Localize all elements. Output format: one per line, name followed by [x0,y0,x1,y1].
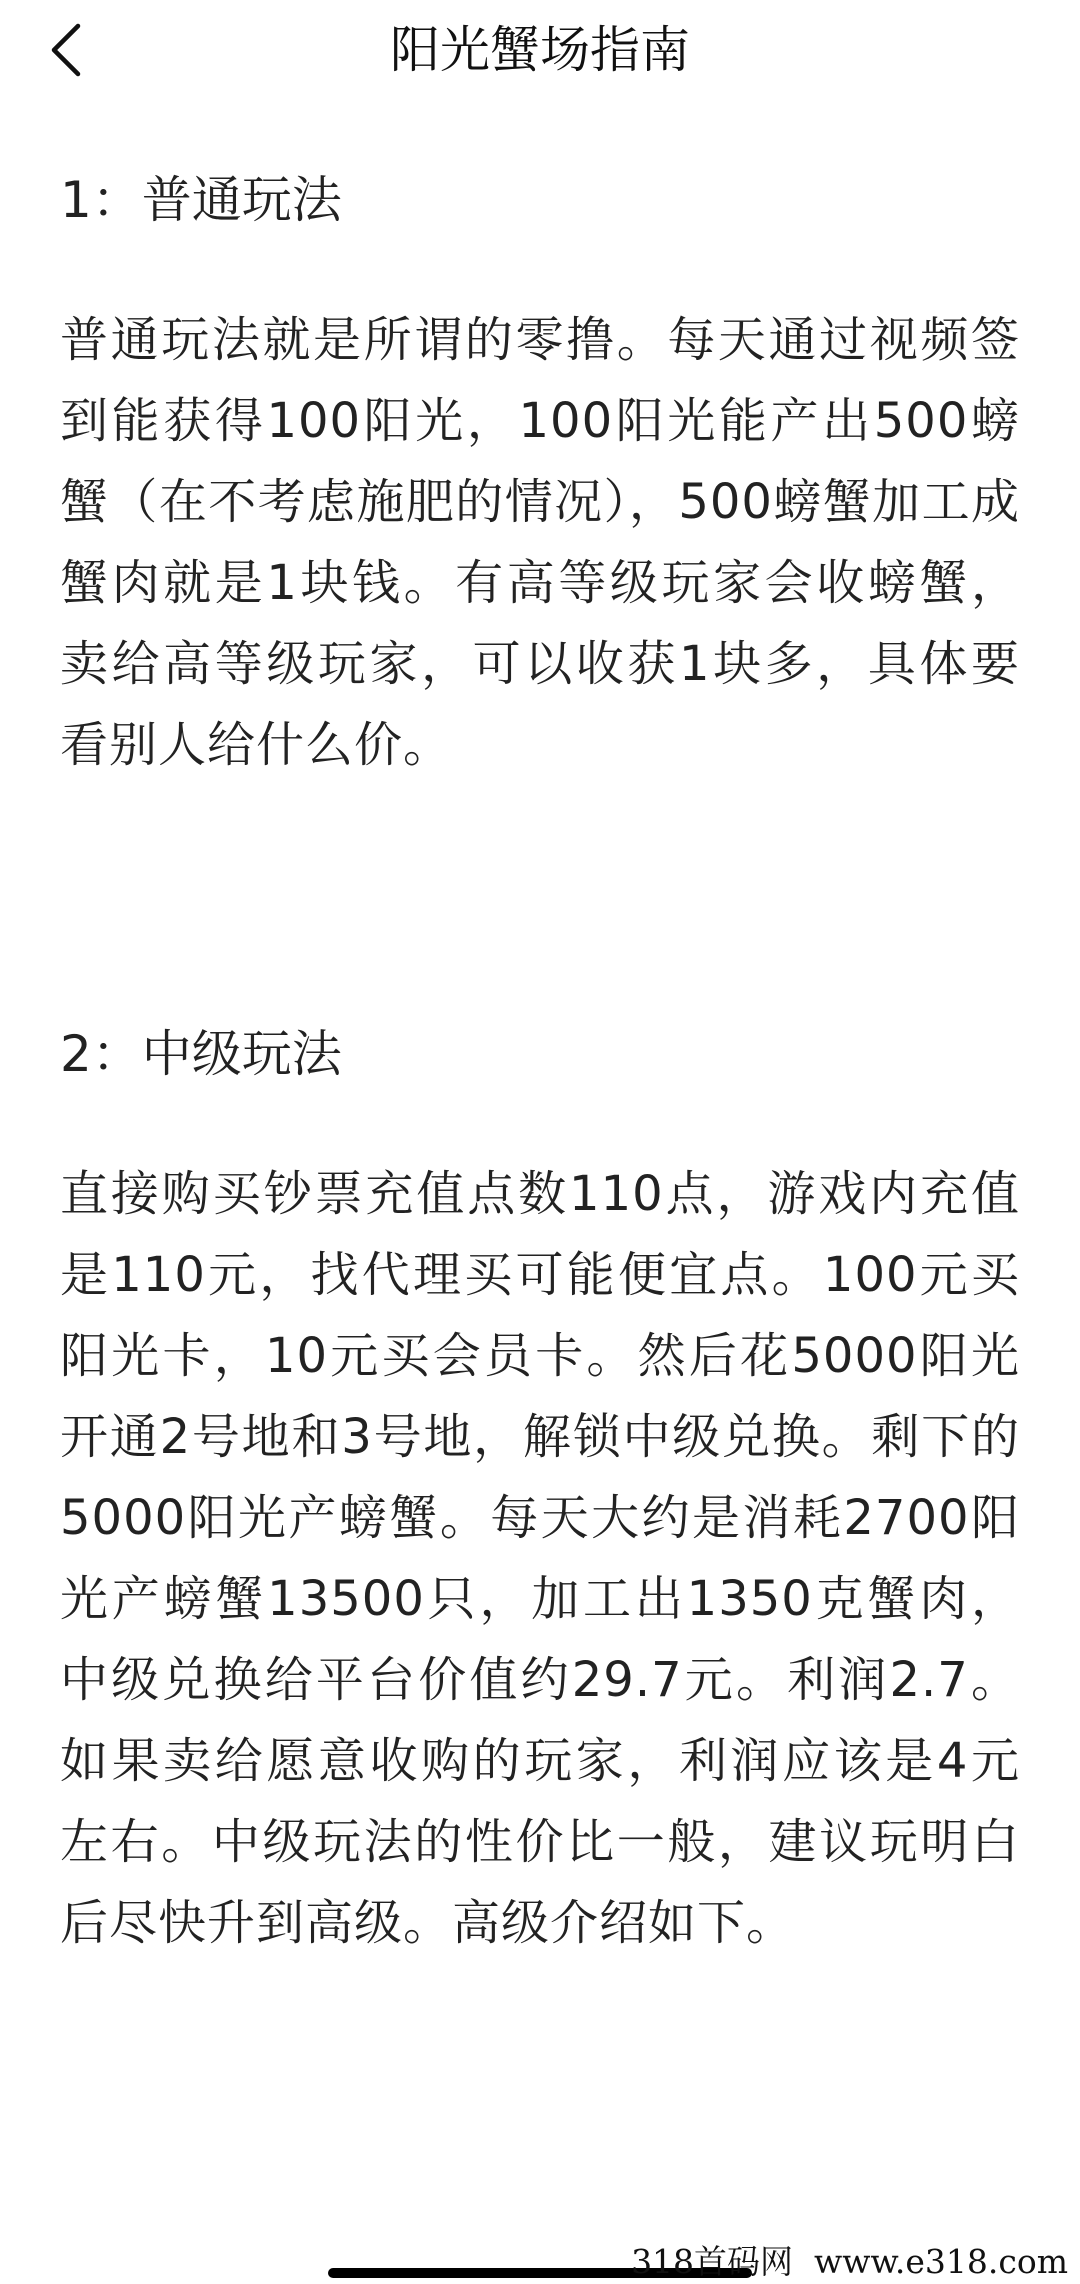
section-title-basic: 1：普通玩法 [60,171,342,229]
section-body-basic: 普通玩法就是所谓的零撸。每天通过视频签到能获得100阳光，100阳光能产出500螃蟹（在不考虑施肥的情况），500螃蟹加工成蟹肉就是1块钱。有高等级玩家会收螃蟹，卖给高等级玩家，可以收获1块多，具体要看别人给什么价。 [60,312,1020,773]
watermark: 318首码网 www.e318.com [631,2242,1068,2281]
section-body-intermediate: 直接购买钞票充值点数110点，游戏内充值是110元，找代理买可能便宜点。100元买阳光卡，10元买会员卡。然后花5000阳光开通2号地和3号地，解锁中级兑换。剩下的5000阳光产螃蟹。每天大约是消耗2700阳光产螃蟹13500只，加工出1350克蟹肉，中级兑换给平台价值约29.7元。利润2.7。如果卖给愿意收购的玩家，利润应该是4元左右。中级玩法的性价比一般，建议玩明白后尽快升到高级。高级介绍如下。 [60,1166,1020,1951]
article-content [60,160,1020,1964]
section-title-intermediate: 2：中级玩法 [60,1025,342,1083]
nav-header [0,0,1080,100]
section-spacer [60,786,1020,1014]
page-title: 阳光蟹场指南 [390,21,690,79]
